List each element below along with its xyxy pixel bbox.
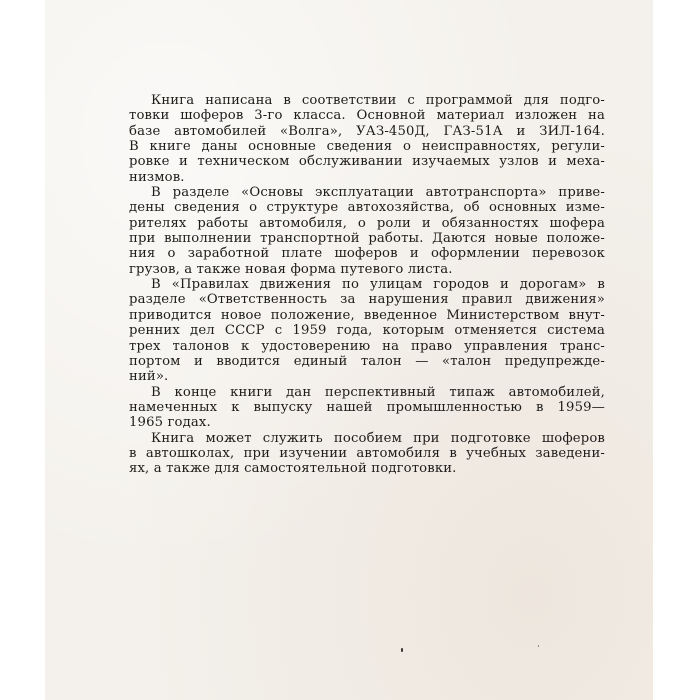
text-line: Книга может служить пособием при подготовке шоферов <box>151 430 605 446</box>
text-line: товки шоферов 3-го класса. Основной материал изложен на <box>129 108 605 124</box>
text-line: портом и вводится единый талон — «талон предупрежде- <box>129 353 605 369</box>
text-line: ний». <box>129 369 169 385</box>
text-line: В «Правилах движения по улицам городов и дорогам» в <box>151 277 605 293</box>
paragraph-vehicle-lineup <box>107 385 605 431</box>
text-line: 1965 годах. <box>129 415 211 431</box>
text-line: приводится новое положение, введенное Министерством внут- <box>129 307 605 323</box>
text-line: трех талонов к удостоверению на право управления транс- <box>129 338 605 354</box>
text-line: Книга написана в соответствии с программой для подго- <box>151 93 605 108</box>
paragraph-usage <box>107 431 605 477</box>
text-line: дены сведения о структуре автохозяйства, об основных изме- <box>129 200 605 216</box>
text-line: В разделе «Основы эксплуатации автотранспорта» приве- <box>151 185 605 201</box>
text-line: при выполнении транспортной работы. Даются новые положе- <box>129 231 605 247</box>
text-line: низмов. <box>129 169 185 185</box>
paper-speck <box>538 645 539 647</box>
text-line: ренних дел СССР с 1959 года, которым отменяется система <box>129 323 605 339</box>
text-line: разделе «Ответственность за нарушения правил движения» <box>129 292 605 308</box>
text-line: ровке и техническом обслуживании изучаемых узлов и меха- <box>129 154 605 170</box>
text-line: грузов, а также новая форма путевого листа. <box>129 261 453 277</box>
paragraph-traffic-rules <box>107 277 605 384</box>
text-line: базе автомобилей «Волга», УАЗ-450Д, ГАЗ-51А и ЗИЛ-164. <box>129 123 605 139</box>
text-line: в автошколах, при изучении автомобиля в учебных заведени- <box>129 445 605 461</box>
text-line: ях, а также для самостоятельной подготовки. <box>129 461 457 477</box>
text-line: рителях работы автомобиля, о роли и обязанностях шофера <box>129 215 605 231</box>
paper-speck <box>401 648 403 652</box>
book-page <box>45 0 653 700</box>
paragraph-intro <box>107 93 605 185</box>
text-line: намеченных к выпуску нашей промышленностью в 1959— <box>129 399 605 415</box>
text-line: В книге даны основные сведения о неисправностях, регули- <box>129 139 605 155</box>
annotation-text <box>107 93 605 477</box>
text-line: ния о заработной плате шоферов и оформлении перевозок <box>129 246 605 262</box>
text-line: В конце книги дан перспективный типаж автомобилей, <box>151 384 605 400</box>
paragraph-operations <box>107 185 605 277</box>
